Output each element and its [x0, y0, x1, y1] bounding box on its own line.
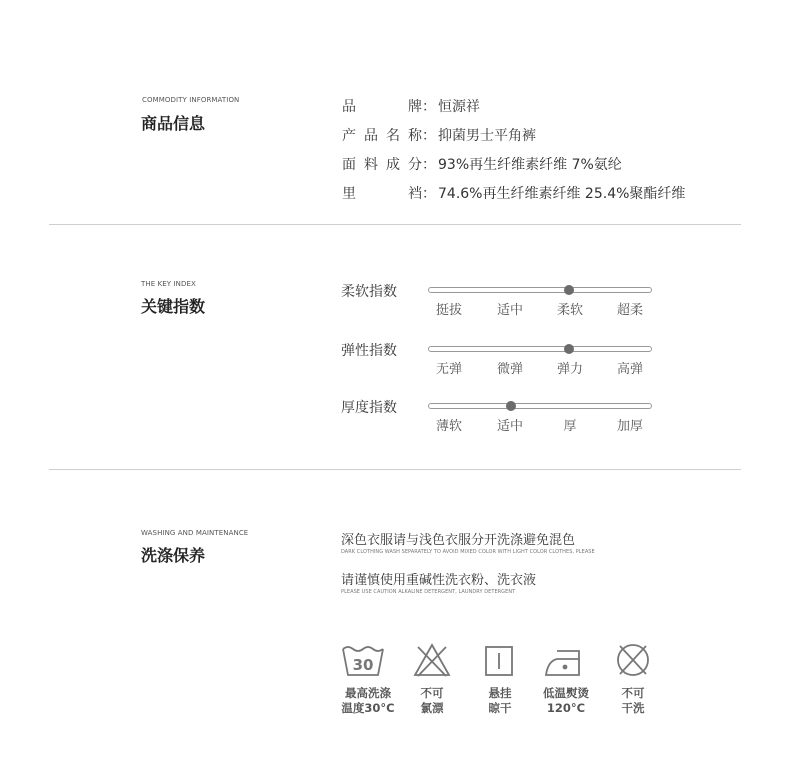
care-label-wash	[341, 686, 394, 716]
info-colon: ：	[422, 99, 436, 115]
index-scale-label: 薄软	[435, 419, 463, 434]
index-slider-knob	[564, 285, 574, 295]
care-label-line: 悬挂	[488, 686, 512, 700]
no-dry-clean-icon	[615, 642, 651, 678]
washing-en-label: WASHING AND MAINTENANCE	[141, 529, 249, 537]
index-slider-track	[428, 346, 652, 352]
info-row-product-name	[342, 125, 536, 145]
care-label-line: 氯漂	[420, 701, 444, 715]
index-scale-label: 柔软	[556, 303, 584, 318]
index-title: 柔软指数	[341, 284, 397, 300]
info-value: 抑菌男士平角裤	[438, 128, 536, 144]
washing-heading: 洗涤保养	[141, 546, 206, 565]
care-label-line: 120°C	[546, 701, 586, 715]
info-value: 恒源祥	[438, 99, 480, 115]
care-label-bleach	[421, 686, 444, 716]
wash-30-icon	[341, 643, 385, 679]
info-key: 产品名称	[342, 128, 422, 144]
index-scale-label: 微弹	[496, 362, 524, 377]
info-colon: ：	[422, 128, 436, 144]
info-row-fabric	[342, 154, 622, 174]
info-key: 里裆	[342, 186, 422, 202]
iron-low-icon	[543, 645, 589, 677]
index-title: 弹性指数	[341, 343, 397, 359]
info-key: 品牌	[342, 99, 422, 115]
section-divider	[49, 469, 741, 470]
care-label-line: 晾干	[488, 701, 512, 715]
care-label-line: 不可	[621, 686, 645, 700]
hang-dry-icon	[484, 645, 514, 677]
index-slider-knob	[506, 401, 516, 411]
index-slider-track	[428, 403, 652, 409]
care-label-line: 干洗	[621, 701, 645, 715]
index-slider-knob	[564, 344, 574, 354]
commodity-en-label: COMMODITY INFORMATION	[142, 96, 240, 104]
index-scale-label: 弹力	[556, 362, 584, 377]
index-scale-label: 无弹	[435, 362, 463, 377]
commodity-heading: 商品信息	[141, 114, 206, 133]
index-scale-label: 挺拔	[435, 303, 463, 318]
wash-note-en: DARK CLOTHING WASH SEPARATELY TO AVOID MIXED COLOR WITH LIGHT COLOR CLOTHES, PLEASE	[341, 549, 595, 555]
index-slider-track	[428, 287, 652, 293]
wash-note-en: PLEASE USE CAUTION ALKALINE DETERGENT, LAUNDRY DETERGENT	[341, 589, 516, 595]
key-index-en-label: THE KEY INDEX	[141, 280, 196, 288]
care-label-line: 低温熨烫	[543, 686, 589, 700]
wash-note-cn: 请谨慎使用重碱性洗衣粉、洗衣液	[341, 573, 537, 588]
care-label-dry	[489, 686, 512, 716]
wash-note-cn: 深色衣服请与浅色衣服分开洗涤避免混色	[341, 533, 576, 548]
section-divider	[49, 224, 741, 225]
key-index-heading: 关键指数	[141, 297, 206, 316]
no-bleach-icon	[412, 642, 452, 678]
care-label-iron	[543, 686, 589, 716]
info-key: 面料成分	[342, 157, 422, 173]
info-value: 74.6%再生纤维素纤维 25.4%聚酯纤维	[438, 186, 686, 202]
index-scale-label: 超柔	[616, 303, 644, 318]
info-row-brand	[342, 96, 480, 116]
index-scale-label: 高弹	[616, 362, 644, 377]
index-title: 厚度指数	[341, 400, 397, 416]
index-scale-label: 适中	[496, 419, 524, 434]
care-label-dry-clean	[622, 686, 645, 716]
care-label-line: 温度30°C	[341, 701, 395, 715]
info-colon: ：	[422, 186, 436, 202]
care-label-line: 不可	[420, 686, 444, 700]
index-scale-label: 适中	[496, 303, 524, 318]
info-colon: ：	[422, 157, 436, 173]
care-label-line: 最高洗涤	[344, 686, 391, 700]
info-value: 93%再生纤维素纤维 7%氨纶	[438, 157, 622, 173]
wash-temperature-number: 30	[352, 656, 374, 674]
index-scale-label: 加厚	[616, 419, 644, 434]
info-row-crotch	[342, 183, 685, 203]
index-scale-label: 厚	[563, 419, 577, 434]
